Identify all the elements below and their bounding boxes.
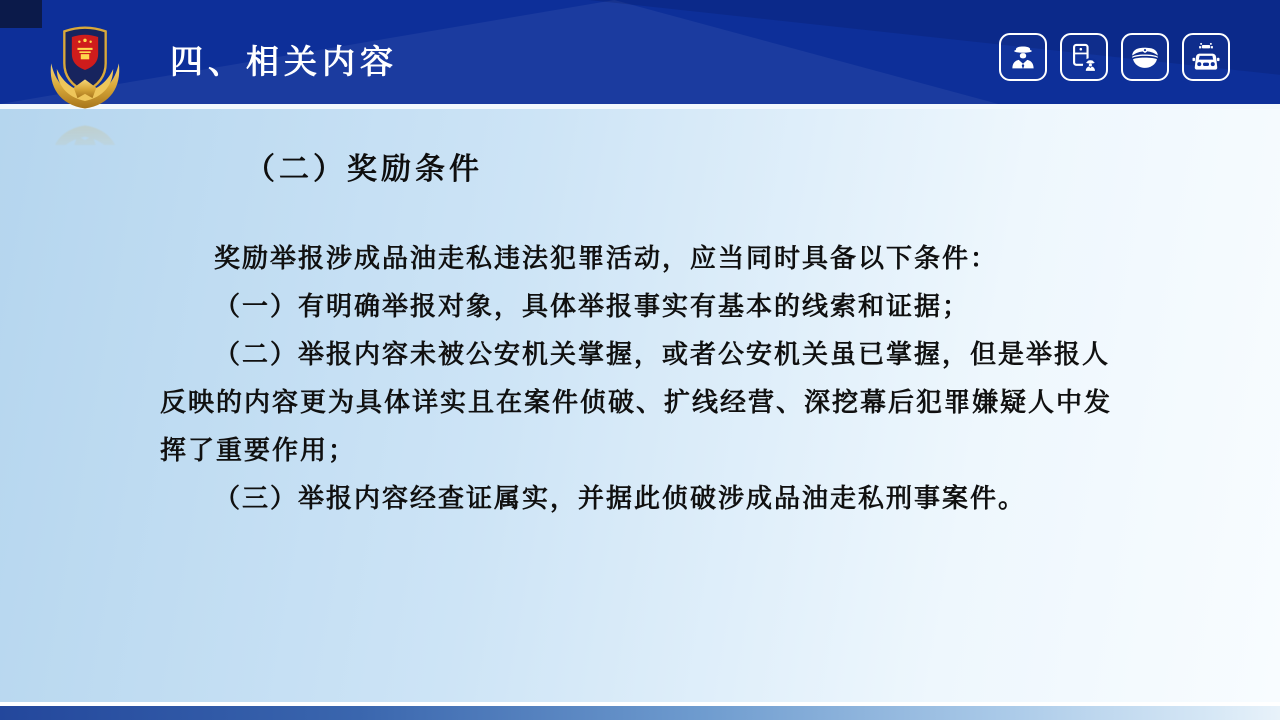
police-document-icon — [1060, 33, 1108, 81]
body-line: 奖励举报涉成品油走私违法犯罪活动，应当同时具备以下条件： — [214, 243, 999, 273]
section-title: （二）奖励条件 — [245, 153, 483, 186]
body-text-block — [160, 234, 1128, 522]
body-line: 挥了重要作用； — [160, 435, 357, 465]
footer-bar — [0, 706, 1280, 720]
police-badge-icon — [38, 22, 132, 116]
header-title: 四、相关内容 — [170, 43, 398, 80]
body-line: （三）举报内容经查证属实，并据此侦破涉成品油走私刑事案件。 — [214, 483, 1027, 513]
police-cap-icon — [1121, 33, 1169, 81]
header-icon-row — [999, 33, 1230, 81]
police-badge-emblem — [38, 22, 132, 116]
police-car-icon — [1182, 33, 1230, 81]
police-officer-icon — [999, 33, 1047, 81]
body-line: 反映的内容更为具体详实且在案件侦破、扩线经营、深挖幕后犯罪嫌疑人中发 — [160, 387, 1113, 417]
badge-reflection — [38, 118, 132, 145]
corner-accent-block — [0, 0, 42, 28]
body-line: （二）举报内容未被公安机关掌握，或者公安机关虽已掌握，但是举报人 — [214, 339, 1111, 369]
body-line: （一）有明确举报对象，具体举报事实有基本的线索和证据； — [214, 291, 971, 321]
header-divider — [0, 104, 1280, 109]
